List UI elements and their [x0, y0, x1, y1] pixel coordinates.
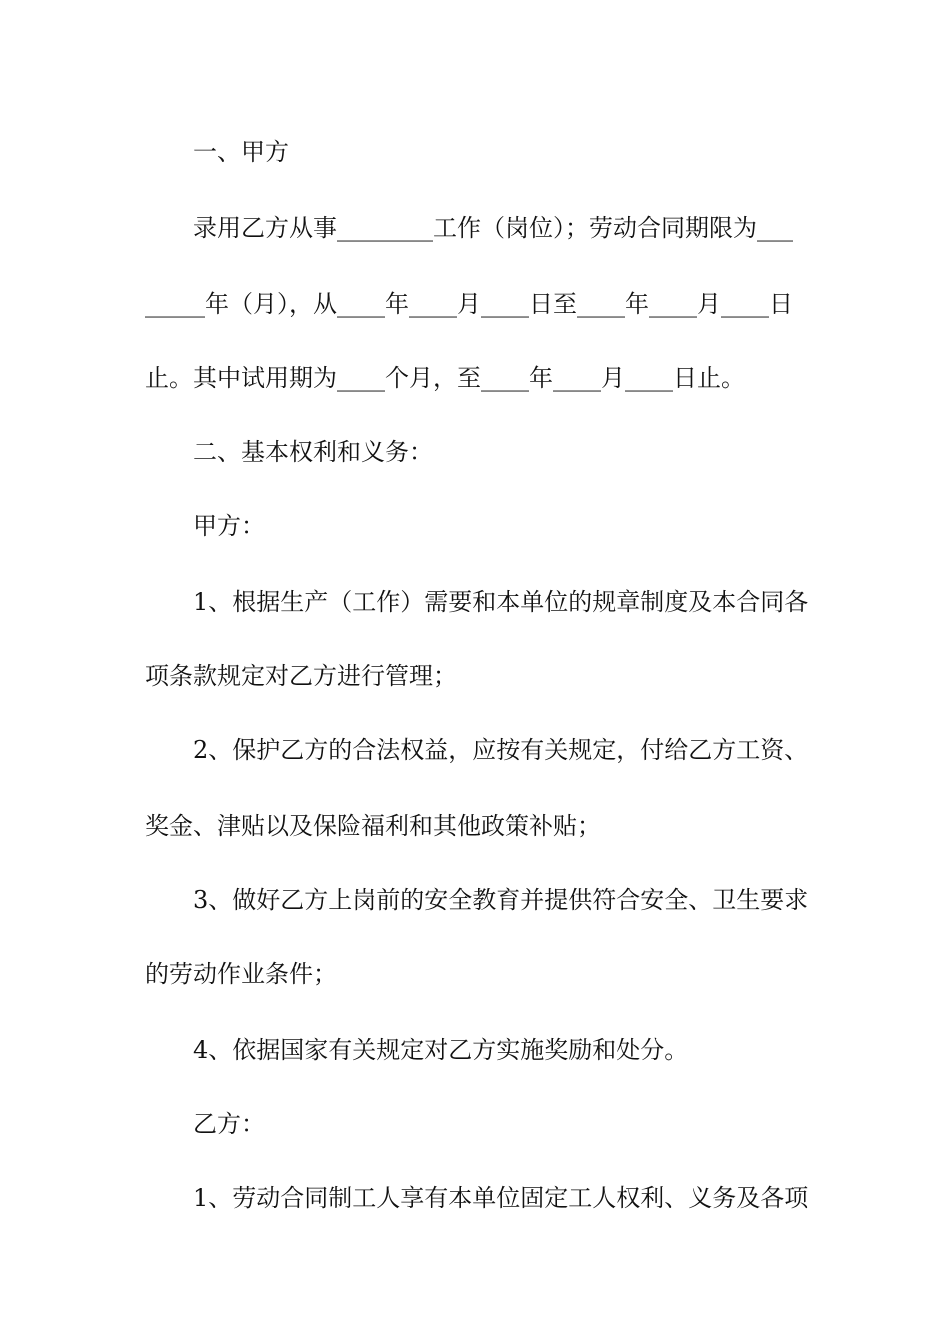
list-item-line: 奖金、津贴以及保险福利和其他政策补贴； — [145, 812, 601, 840]
list-item-line: 项条款规定对乙方进行管理； — [145, 662, 457, 690]
subheading-party-b: 乙方： — [193, 1110, 265, 1138]
paragraph-line: _____年（月），从____年____月____日至____年____月____日 — [145, 290, 793, 318]
list-item-line: 2、保护乙方的合法权益，应按有关规定，付给乙方工资、 — [193, 736, 809, 764]
section-heading-rights-duties: 二、基本权利和义务： — [193, 438, 433, 466]
list-item-line: 1、根据生产（工作）需要和本单位的规章制度及本合同各 — [193, 588, 809, 616]
paragraph-line: 止。其中试用期为____个月，至____年____月____日止。 — [145, 364, 745, 392]
list-item-line: 4、依据国家有关规定对乙方实施奖励和处分。 — [193, 1036, 689, 1064]
list-item-line: 1、劳动合同制工人享有本单位固定工人权利、义务及各项 — [193, 1184, 809, 1212]
list-item-line: 的劳动作业条件； — [145, 960, 337, 988]
section-heading-party-a: 一、甲方 — [193, 138, 289, 166]
list-item-line: 3、做好乙方上岗前的安全教育并提供符合安全、卫生要求 — [193, 886, 809, 914]
paragraph-line: 录用乙方从事________工作（岗位）；劳动合同期限为___ — [193, 214, 793, 242]
subheading-party-a: 甲方： — [193, 512, 265, 540]
